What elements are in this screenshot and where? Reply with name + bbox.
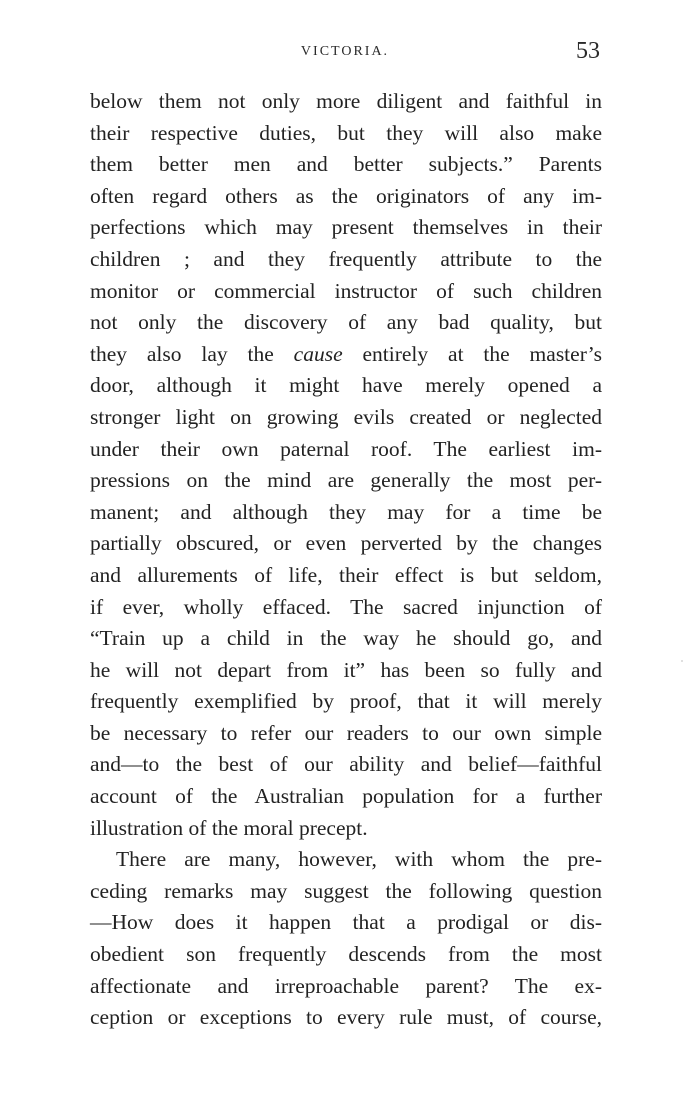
text-line: “Train up a child in the way he should go, and (90, 626, 602, 651)
text-line: account of the Australian population for a further (90, 784, 602, 809)
text-line: ception or exceptions to every rule must, of course, (90, 1005, 602, 1030)
running-head (90, 38, 600, 68)
text-line: monitor or commercial instructor of such children (90, 278, 602, 303)
text-line: under their own paternal roof. The earliest im- (90, 436, 602, 461)
text-line: if ever, wholly effaced. The sacred injunction of (90, 594, 602, 619)
text-line: affectionate and irreproachable parent? The ex- (90, 973, 602, 998)
paragraph (90, 844, 602, 1034)
paragraph (90, 86, 602, 844)
text-line: pressions on the mind are generally the most per- (90, 468, 602, 493)
text-line: There are many, however, with whom the pre- (116, 847, 602, 872)
text-line: them better men and better subjects.” Parents (90, 152, 602, 177)
text-line: door, although it might have merely opened a (90, 373, 602, 398)
text-line: and allurements of life, their effect is but seldom, (90, 562, 602, 587)
text-line: they also lay the cause entirely at the master’s (90, 341, 602, 366)
text-line: frequently exemplified by proof, that it will merely (90, 689, 602, 714)
running-title: VICTORIA. (300, 44, 390, 59)
text-line: manent; and although they may for a time be (90, 499, 602, 524)
body-text (90, 86, 602, 1034)
text-line: often regard others as the originators of any im- (90, 183, 602, 208)
text-line: perfections which may present themselves in their (90, 215, 602, 240)
text-line: their respective duties, but they will also make (90, 120, 602, 145)
text-line: partially obscured, or even perverted by the changes (90, 531, 602, 556)
text-line: obedient son frequently descends from the most (90, 942, 602, 967)
text-line: and—to the best of our ability and belief—faithful (90, 752, 602, 777)
paper-speck (681, 660, 683, 662)
text-line: be necessary to refer our readers to our own simple (90, 720, 602, 745)
text-line: below them not only more diligent and faithful in (90, 89, 602, 113)
emphasized-word: cause (293, 341, 343, 366)
page-number: 53 (576, 38, 600, 64)
text-line: —How does it happen that a prodigal or dis- (90, 910, 602, 935)
text-line: not only the discovery of any bad quality, but (90, 310, 602, 335)
text-line: stronger light on growing evils created or neglected (90, 404, 602, 429)
text-line: ceding remarks may suggest the following question (90, 878, 602, 903)
text-line: children ; and they frequently attribute to the (90, 246, 602, 271)
text-line: he will not depart from it” has been so fully and (90, 657, 602, 682)
text-line: illustration of the moral precept. (90, 815, 368, 840)
